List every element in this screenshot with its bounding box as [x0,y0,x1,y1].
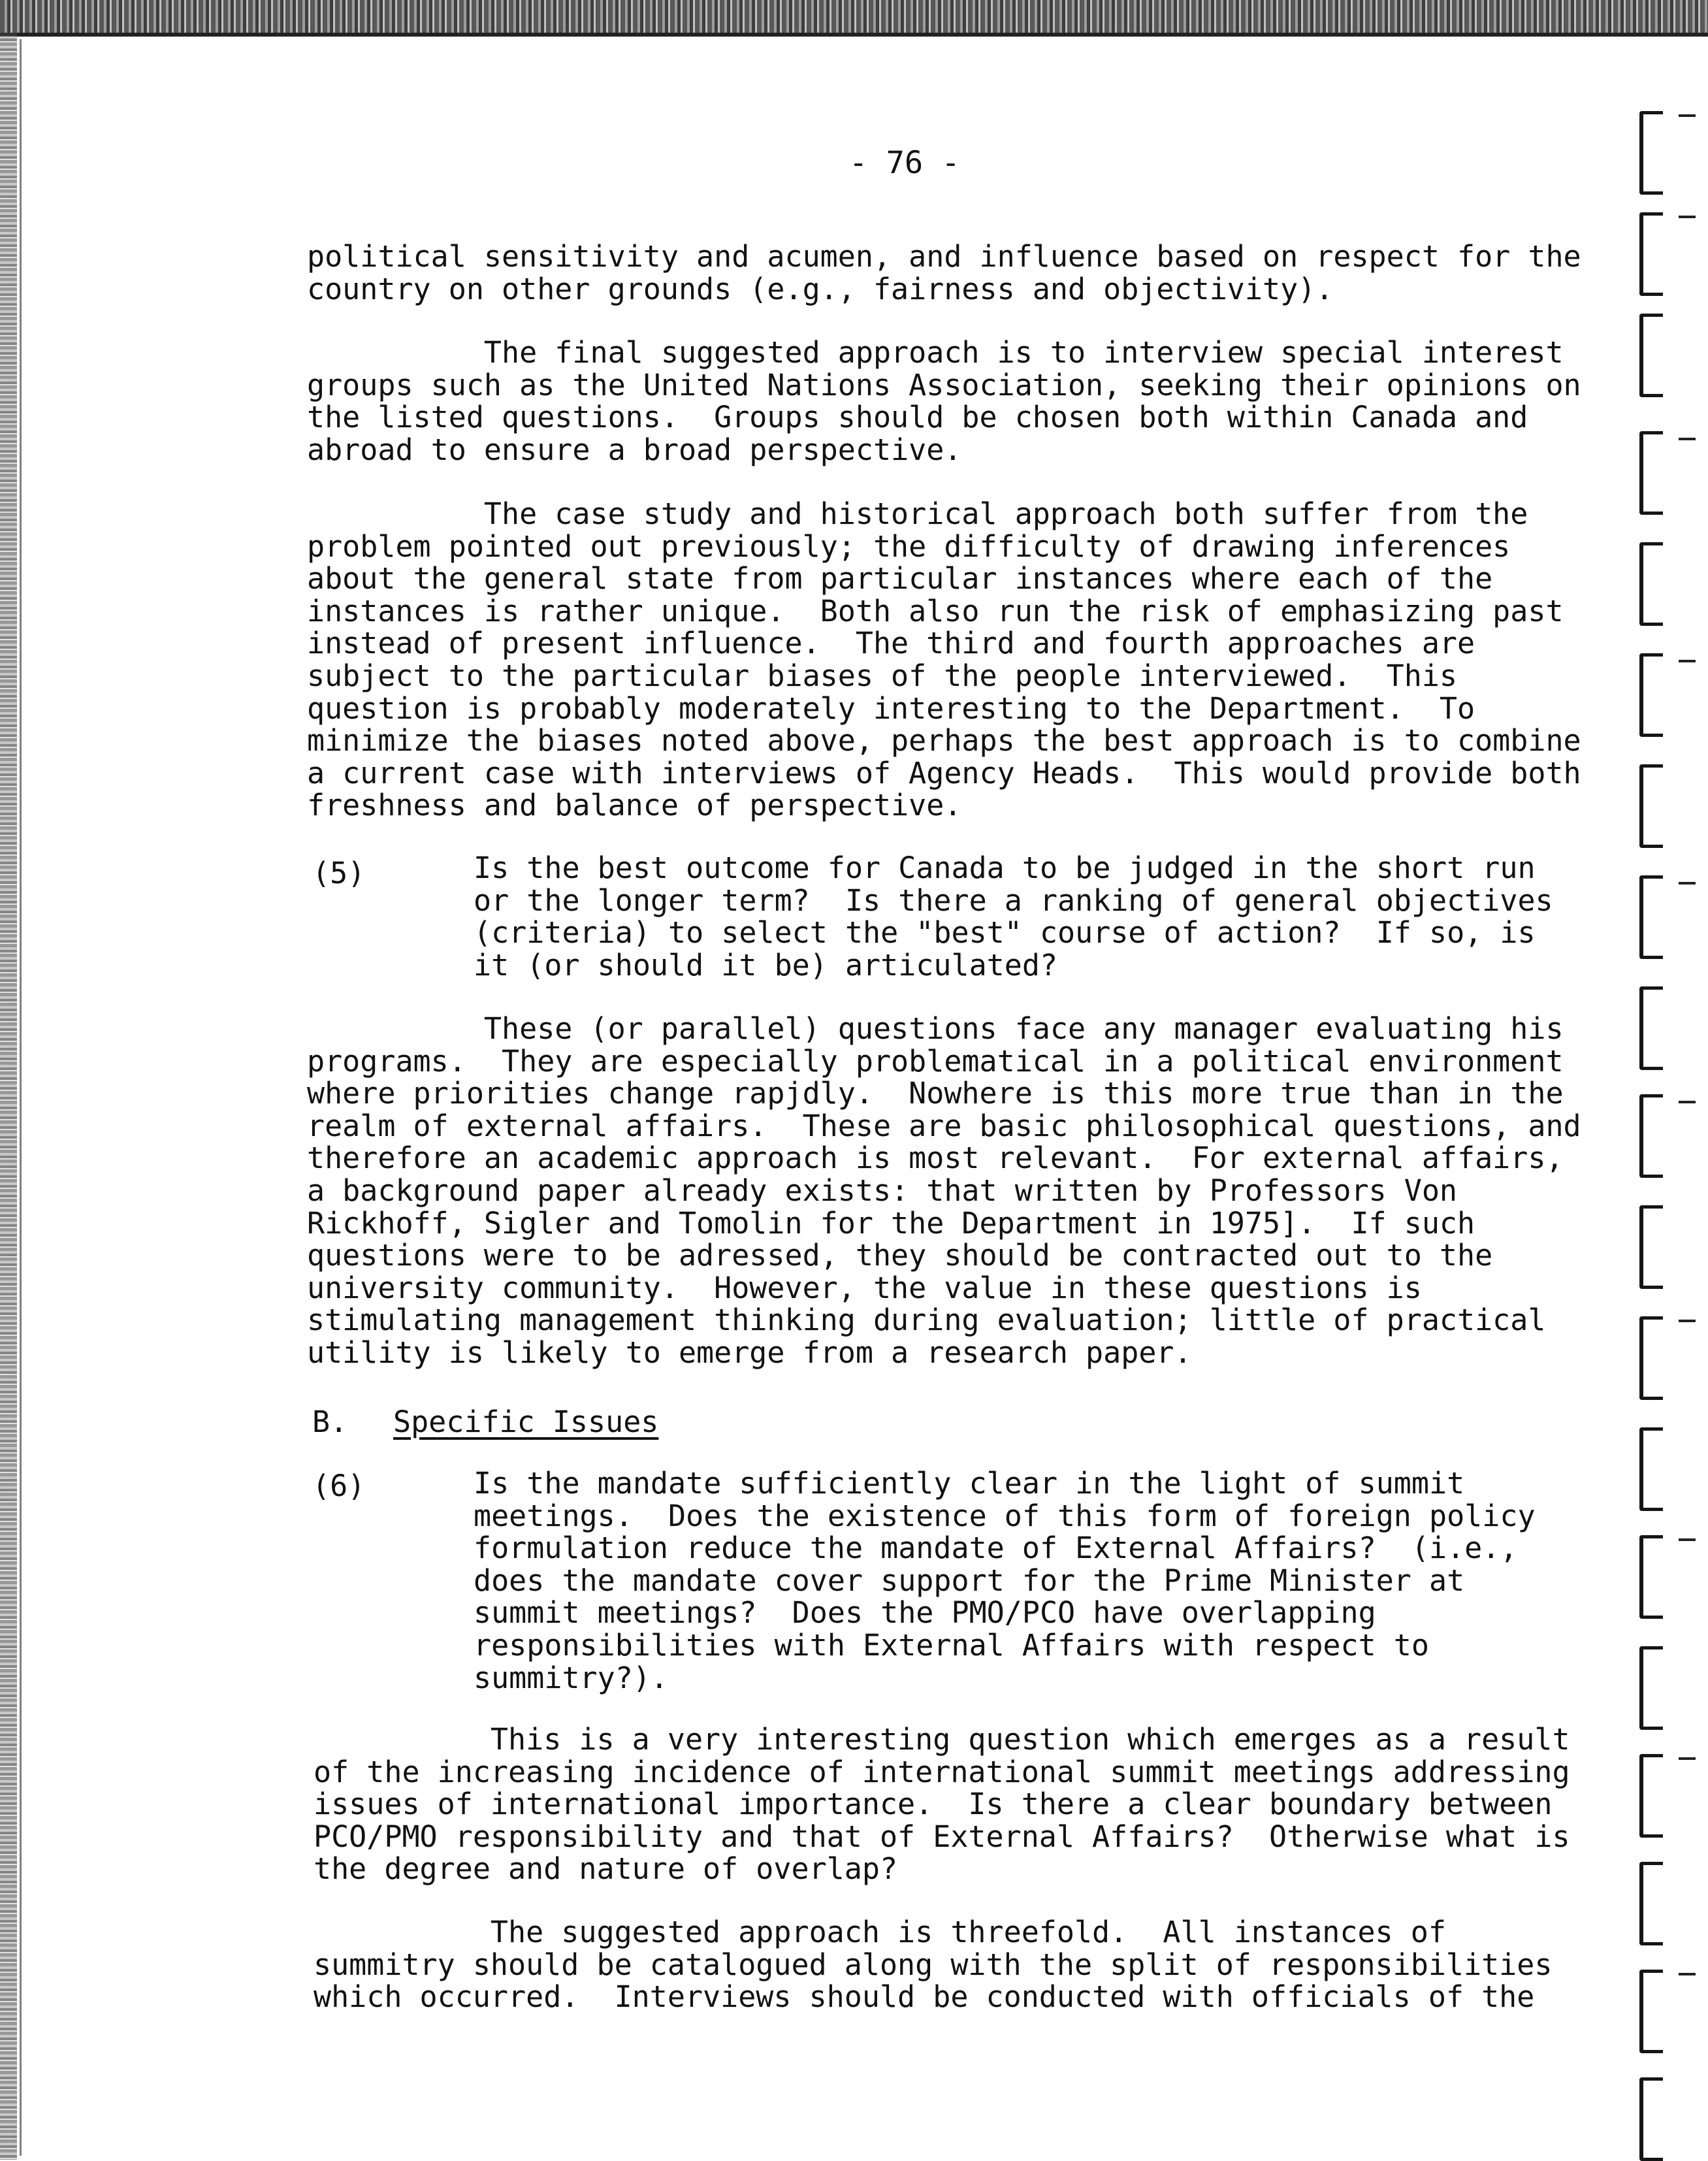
scan-border-left [0,33,17,2160]
question-6-text: Is the mandate sufficiently clear in the light of summit meetings. Does the existence of this form of foreign policy formulation reduce the mandate of External Affairs? (i.e., does the mandate cover support for the Prime Minister at summit meetings? Does the PMO/PCO have overlapping responsibilities with External Affairs with respect to summitry?). [474,1466,1536,1695]
scan-edge-top [0,33,1708,37]
scan-edge-left [20,39,22,2156]
binder-tick [1679,660,1696,662]
binder-bracket [1639,1862,1663,1945]
question-5-text: Is the best outcome for Canada to be judged in the short run or the longer term? Is there a ranking of general objectives (criteria) to select the "best" course of action? If so, is it (or should it be) articulated? [474,851,1553,983]
binder-bracket [1639,1316,1663,1400]
binder-bracket [1639,111,1663,195]
question-number-5: (5) [312,856,366,890]
binder-tick [1679,1973,1696,1975]
binder-bracket [1639,1094,1663,1178]
paragraph-approaches-assessment: The case study and historical approach both suffer from the problem pointed out previously; the difficulty of drawing inferences about the general state from particular instances where each of the instances is rather unique. Both also run the risk of emphasizing past instead of present influence. The third and fourth approaches are subject to the particular biases of the people interviewed. This question is probably moderately interesting to the Department. To minimize the biases noted above, perhaps the best approach is to combine a current case with interviews of Agency Heads. This would provide both freshness and balance of perspective. [307,496,1581,823]
binder-bracket [1639,1427,1663,1511]
section-letter: B. [312,1405,348,1439]
binder-bracket [1639,1646,1663,1730]
binder-tick [1679,1757,1696,1760]
scan-border-top [0,0,1708,33]
binder-edge [1639,85,1708,2160]
paragraph-summit-question: This is a very interesting question which emerges as a result of the increasing incidence of international summit meetings addressing issues of international importance. Is there a clear boundary between PCO/PMO responsibility and that of External Affairs? Otherwise what is the degree and nature of overlap? [314,1722,1570,1887]
binder-bracket [1639,1970,1663,2053]
binder-bracket [1639,764,1663,848]
binder-tick [1679,1320,1696,1322]
binder-bracket [1639,1535,1663,1619]
binder-bracket [1639,986,1663,1070]
section-title: Specific Issues [393,1405,659,1439]
paragraph-interview-groups: The final suggested approach is to interview special interest groups such as the United Nations Association, seeking their opinions on the listed questions. Groups should be chosen both within Canada and abroad to ensure a broad perspective. [307,335,1581,467]
binder-bracket [1639,212,1663,296]
binder-tick [1679,1101,1696,1103]
binder-bracket [1639,875,1663,959]
binder-tick [1679,216,1696,218]
binder-bracket [1639,1205,1663,1289]
binder-bracket [1639,1754,1663,1838]
binder-bracket [1639,2077,1663,2161]
binder-tick [1679,1538,1696,1541]
paragraph-philosophical-questions: These (or parallel) questions face any manager evaluating his programs. They are especially problematical in a political environment where priorities change rapjdly. Nowhere is this more true than in the realm of external affairs. These are basic philosophical questions, and therefore an academic approach is most relevant. For external affairs, a background paper already exists: that written by Professors Von Rickhoff, Sigler and Tomolin for the Department in 1975]. If such questions were to be adressed, they should be contracted out to the university community. However, the value in these questions is stimulating management thinking during evaluation; little of practical utility is likely to emerge from a research paper. [307,1011,1581,1370]
binder-bracket [1639,653,1663,737]
binder-tick [1679,438,1696,440]
binder-tick [1679,114,1696,117]
page-number: - 76 - [849,145,960,181]
binder-bracket [1639,431,1663,515]
question-number-6: (6) [312,1469,366,1503]
paragraph-continuation: political sensitivity and acumen, and influence based on respect for the country on other grounds (e.g., fairness and objectivity). [307,239,1581,306]
binder-bracket [1639,314,1663,397]
binder-tick [1679,882,1696,885]
binder-bracket [1639,542,1663,626]
paragraph-suggested-approach: The suggested approach is threefold. All instances of summitry should be catalogued along with the split of responsibilities which occurred. Interviews should be conducted with officials of the [314,1915,1553,2015]
